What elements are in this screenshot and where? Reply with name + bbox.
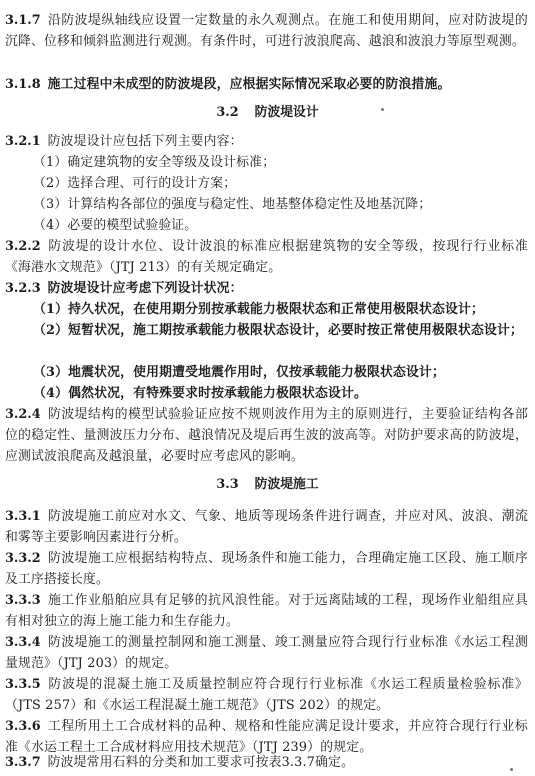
- list-item: （1）持久状况，在使用期分别按承载能力极限状态和正常使用极限状态设计；: [33, 302, 484, 317]
- clause-text: 工程所用土工合成材料的品种、规格和性能应满足设计要求，并应符合现行行业标准《水运工程土工合成材料应用技术规范》（JTJ 239）的规定。: [5, 719, 528, 755]
- clause-3-2-1: [5, 131, 528, 152]
- clause-3-3-5: [5, 674, 528, 716]
- clause-number: 3.1.7: [5, 13, 41, 28]
- scan-speck: [381, 108, 384, 111]
- clause-number: 3.2.4: [5, 407, 41, 422]
- clause-text: 防波堤施工的测量控制网和施工测量、竣工测量应符合现行行业标准《水运工程测量规范》（JTJ 203）的规定。: [5, 635, 528, 671]
- list-item: （1）确定建筑物的安全等级及设计标准；: [33, 155, 276, 170]
- clause-number: 3.2.2: [5, 239, 41, 254]
- clause-number: 3.3.7: [5, 755, 41, 770]
- clause-text: 防波堤常用石料的分类和加工要求可按表3.3.7确定。: [47, 755, 355, 770]
- clause-number: 3.3.5: [5, 677, 41, 692]
- clause-3-3-4: [5, 632, 528, 674]
- list-item: （4）偶然状况，有特殊要求时按承载能力极限状态设计。: [33, 386, 368, 401]
- clause-number: 3.3.2: [5, 551, 41, 566]
- clause-3-3-1: [5, 506, 528, 548]
- clause-number: 3.3.1: [5, 509, 41, 524]
- section-heading-3-2: [0, 102, 535, 123]
- section-number: 3.2: [216, 105, 239, 120]
- scan-speck: [510, 768, 513, 771]
- list-item: （2）短暂状况，施工期按承载能力极限状态设计，必要时按正常使用极限状态设计；: [33, 323, 523, 338]
- clause-text: 防波堤的设计水位、设计波浪的标准应根据建筑物的安全等级，按现行行业标准《海港水文规范》（JTJ 213）的有关规定确定。: [5, 239, 528, 275]
- clause-text: 沿防波堤纵轴线应设置一定数量的永久观测点。在施工和使用期间，应对防波堤的沉降、位移和倾斜监测进行观测。有条件时，可进行波浪爬高、越浪和波浪力等原型观测。: [5, 13, 528, 49]
- clause-3-3-3: [5, 590, 528, 632]
- clause-text: 防波堤的混凝土施工及质量控制应符合现行行业标准《水运工程质量检验标准》（JTS 257）和《水运工程混凝土施工规范》（JTS 202）的规定。: [5, 677, 528, 713]
- list-item: （3）计算结构各部位的强度与稳定性、地基整体稳定性及地基沉降；: [33, 197, 432, 212]
- section-number: 3.3: [216, 477, 239, 492]
- clause-3-3-2: [5, 548, 528, 590]
- clause-number: 3.3.6: [5, 719, 41, 734]
- section-title: 防波堤施工: [254, 477, 319, 492]
- clause-text: 防波堤施工应根据结构特点、现场条件和施工能力，合理确定施工区段、施工顺序及工序搭接长度。: [5, 551, 528, 587]
- clause-3-2-4: [5, 404, 528, 467]
- clause-3-1-8: [5, 74, 528, 95]
- list-item: （3）地震状况，使用期遭受地震作用时，仅按承载能力极限状态设计；: [33, 365, 446, 380]
- clause-text: 防波堤设计应考虑下列设计状况：: [47, 281, 243, 296]
- clause-number: 3.2.3: [5, 281, 41, 296]
- clause-number: 3.1.8: [5, 77, 41, 92]
- clause-number: 3.3.4: [5, 635, 41, 650]
- list-item: （2）选择合理、可行的设计方案；: [33, 176, 237, 191]
- list-item: （4）必要的模型试验验证。: [33, 218, 198, 233]
- clause-text: 防波堤施工前应对水文、气象、地质等现场条件进行调查，并应对风、波浪、潮流和雾等主要影响因素进行分析。: [5, 509, 528, 545]
- clause-text: 防波堤设计应包括下列主要内容：: [47, 134, 243, 149]
- clause-text: 防波堤结构的模型试验验证应按不规则波作用为主的原则进行，主要验证结构各部位的稳定性、量测波压力分布、越浪情况及堤后再生波的波高等。对防护要求高的防波堤，应测试波浪爬高及越浪量，必要时应考虑风的影响。: [5, 407, 528, 464]
- clause-3-2-2: [5, 236, 528, 278]
- clause-3-1-7: [5, 10, 528, 52]
- section-heading-3-3: [0, 474, 535, 495]
- clause-text: 施工过程中未成型的防波堤段，应根据实际情况采取必要的防浪措施。: [47, 77, 451, 92]
- clause-3-3-7: [5, 752, 528, 773]
- clause-number: 3.2.1: [5, 134, 41, 149]
- clause-3-2-3: [5, 278, 528, 299]
- clause-text: 施工作业船舶应具有足够的抗风浪性能。对于远离陆域的工程，现场作业船组应具有相对独立的海上施工能力和生存能力。: [5, 593, 528, 629]
- clause-number: 3.3.3: [5, 593, 41, 608]
- section-title: 防波堤设计: [254, 105, 319, 120]
